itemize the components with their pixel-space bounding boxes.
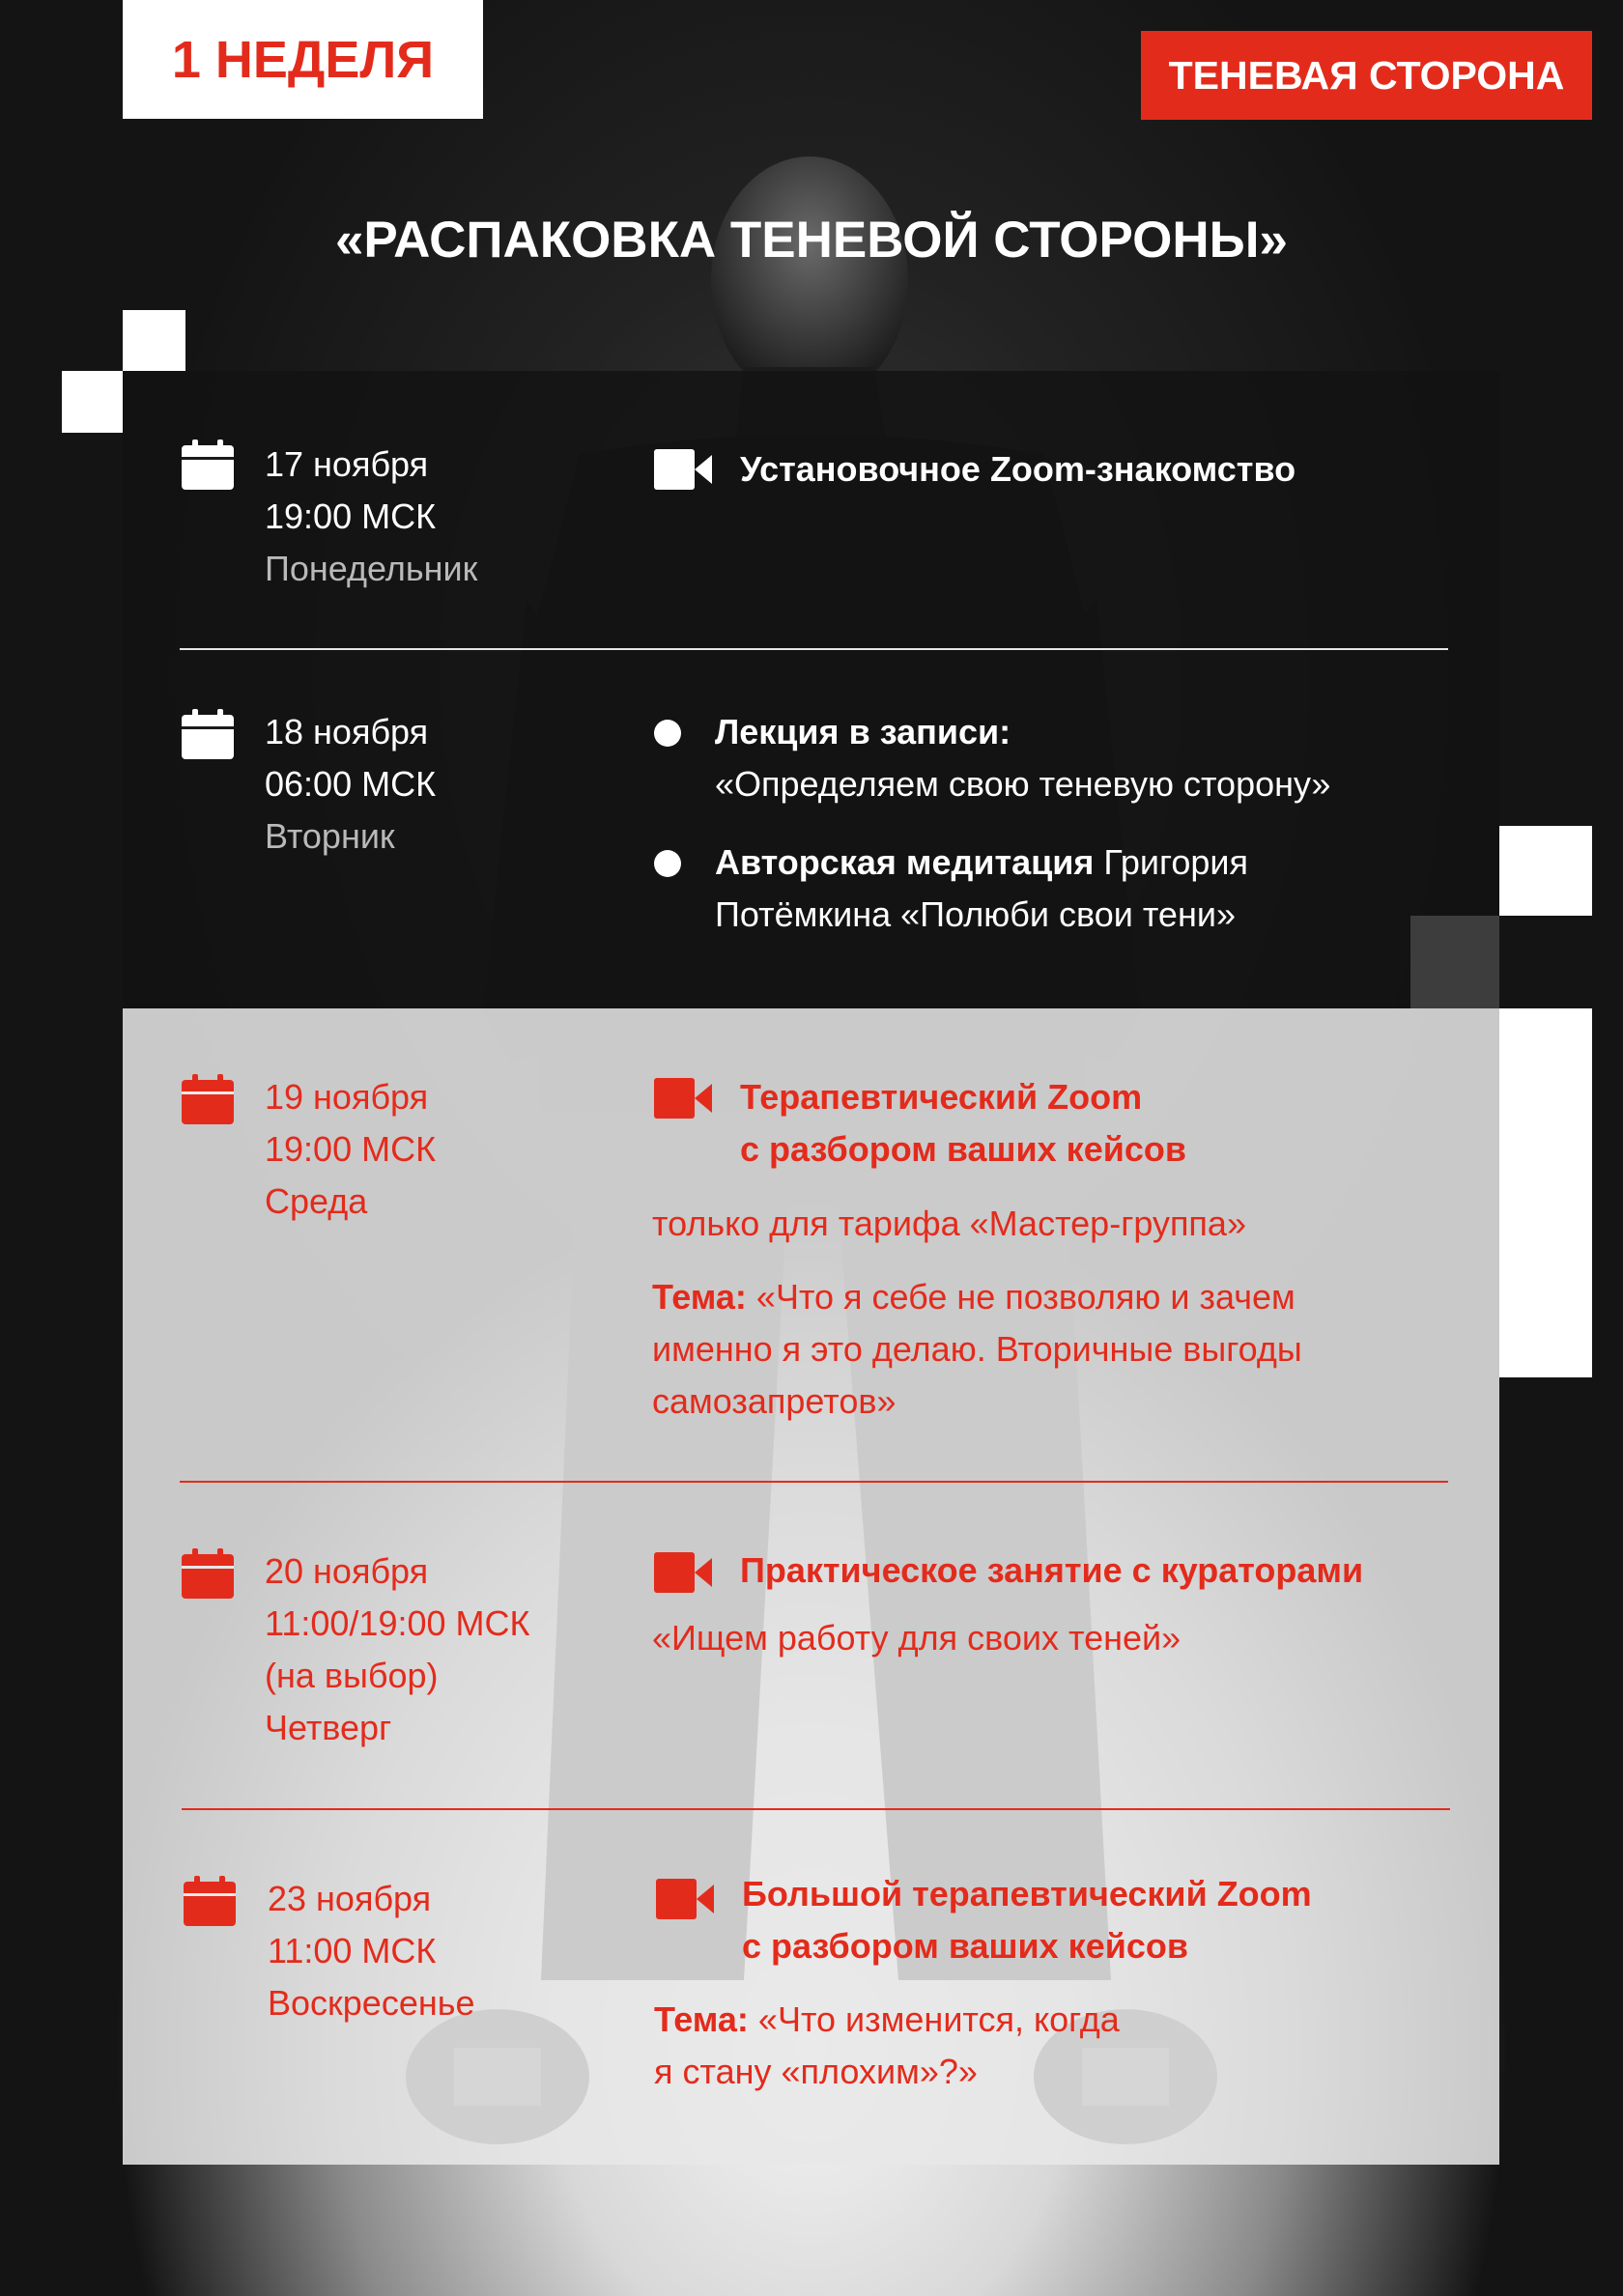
event-title-line: Терапевтический Zoom xyxy=(740,1077,1143,1117)
event-title-line: с разбором ваших кейсов xyxy=(740,1129,1186,1169)
event-weekday: Воскресенье xyxy=(268,1983,475,2023)
event-item-text: «Определяем свою теневую сторону» xyxy=(715,764,1331,804)
event-time: 11:00/19:00 МСК xyxy=(265,1603,530,1643)
decor-square xyxy=(1499,826,1592,916)
event-time-note: (на выбор) xyxy=(265,1656,439,1695)
topic-label: Тема: xyxy=(654,1999,749,2039)
calendar-icon xyxy=(184,1876,236,1926)
event-date: 23 ноября xyxy=(268,1879,432,1918)
event-time: 19:00 МСК xyxy=(265,496,437,536)
video-camera-icon xyxy=(654,1552,712,1593)
decor-square xyxy=(1499,1008,1592,1377)
event-title xyxy=(740,1071,1186,1176)
bullet-icon xyxy=(654,720,681,747)
week-badge: 1 НЕДЕЛЯ xyxy=(123,0,483,119)
event-date-block xyxy=(268,1873,475,2029)
topic-text: «Что я себе не позволяю и зачем xyxy=(746,1277,1296,1317)
event-title-line: с разбором ваших кейсов xyxy=(742,1926,1188,1966)
decor-square xyxy=(62,371,123,433)
topic-text: я стану «плохим»?» xyxy=(654,2052,978,2091)
calendar-icon xyxy=(182,1074,234,1124)
video-camera-icon xyxy=(656,1879,714,1919)
event-title: Практическое занятие с кураторами xyxy=(740,1550,1364,1590)
event-note: только для тарифа «Мастер-группа» xyxy=(652,1204,1246,1243)
page-title: «РАСПАКОВКА ТЕНЕВОЙ СТОРОНЫ» xyxy=(334,212,1289,269)
topic-text: именно я это делаю. Вторичные выгоды xyxy=(652,1329,1302,1369)
calendar-icon xyxy=(182,439,234,490)
event-date: 20 ноября xyxy=(265,1551,429,1591)
event-weekday: Среда xyxy=(265,1181,368,1221)
brand-badge: ТЕНЕВАЯ СТОРОНА xyxy=(1141,31,1592,120)
calendar-icon xyxy=(182,709,234,759)
event-item-inline: Григория xyxy=(1094,842,1249,882)
event-time: 06:00 МСК xyxy=(265,764,437,804)
event-time: 11:00 МСК xyxy=(268,1931,437,1970)
event-item-text: Потёмкина «Полюби свои тени» xyxy=(715,894,1236,934)
event-weekday: Понедельник xyxy=(265,549,478,588)
event-topic xyxy=(654,1994,1120,2098)
event-topic xyxy=(652,1271,1302,1428)
divider xyxy=(180,648,1448,650)
event-date-block xyxy=(265,706,436,863)
divider xyxy=(182,1808,1450,1810)
decor-square xyxy=(123,310,185,371)
event-weekday: Вторник xyxy=(265,816,395,856)
event-date-block xyxy=(265,1071,436,1228)
video-camera-icon xyxy=(654,1078,712,1119)
divider xyxy=(180,1481,1448,1483)
calendar-icon xyxy=(182,1548,234,1599)
event-item xyxy=(715,706,1330,810)
event-date: 19 ноября xyxy=(265,1077,429,1117)
topic-text: «Что изменится, когда xyxy=(748,1999,1120,2039)
event-date-block xyxy=(265,1545,529,1754)
event-date-block xyxy=(265,439,477,595)
bullet-icon xyxy=(654,850,681,877)
event-title-line: Большой терапевтический Zoom xyxy=(742,1874,1312,1913)
event-date: 17 ноября xyxy=(265,444,429,484)
event-item-title: Авторская медитация xyxy=(715,842,1095,882)
event-title xyxy=(742,1868,1312,1972)
topic-label: Тема: xyxy=(652,1277,747,1317)
event-title: Установочное Zoom-знакомство xyxy=(740,449,1296,489)
video-camera-icon xyxy=(654,449,712,490)
event-item-title: Лекция в записи: xyxy=(715,712,1011,751)
event-item xyxy=(715,836,1248,941)
event-time: 19:00 МСК xyxy=(265,1129,437,1169)
event-weekday: Четверг xyxy=(265,1708,392,1747)
topic-text: самозапретов» xyxy=(652,1381,897,1421)
event-subtitle: «Ищем работу для своих теней» xyxy=(652,1618,1182,1658)
event-date: 18 ноября xyxy=(265,712,429,751)
